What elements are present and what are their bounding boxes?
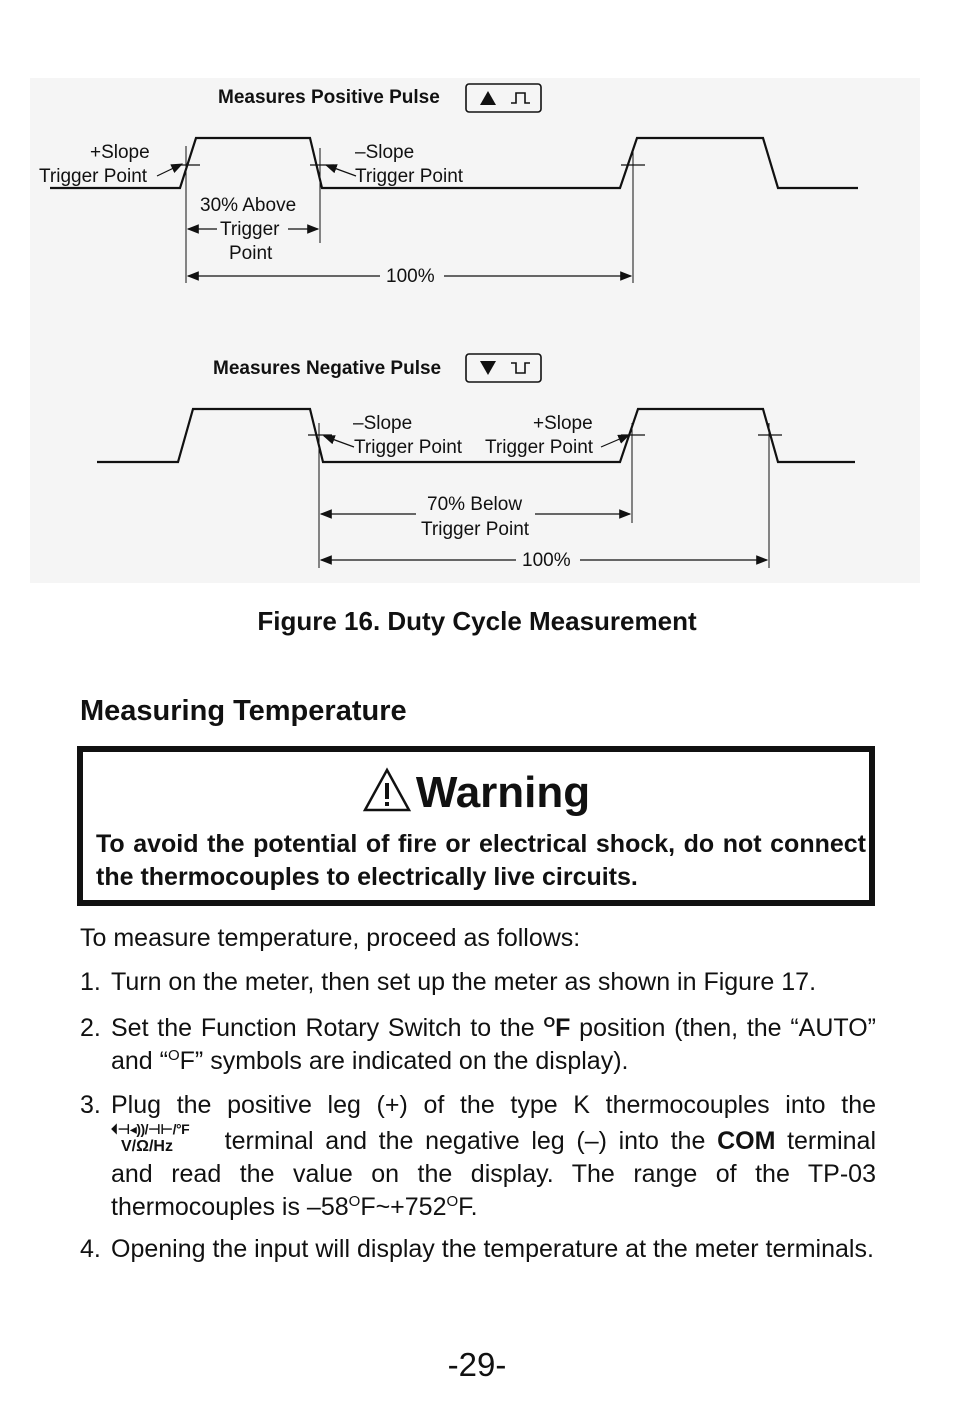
positive-minus-trigger-label: Trigger Point [355, 166, 464, 187]
step-item [80, 1233, 876, 1266]
positive-full-label: 100% [386, 266, 435, 287]
warning-title: Warning [415, 768, 591, 817]
negative-pulse-key [466, 354, 541, 382]
step-item [80, 966, 876, 999]
intro-text: To measure temperature, proceed as follows: [80, 924, 581, 952]
com-terminal-label: COM [717, 1127, 776, 1155]
warning-heading [83, 766, 869, 820]
step-item [80, 1012, 876, 1078]
negative-full-label: 100% [522, 550, 571, 571]
duty-cycle-figure [30, 78, 920, 583]
step-number: 4. [80, 1235, 101, 1263]
down-triangle-icon [480, 361, 496, 375]
positive-minus-slope-label: –Slope [355, 142, 415, 163]
section-title: Measuring Temperature [80, 695, 407, 727]
up-triangle-icon [480, 91, 496, 105]
negative-pulse-waveform [97, 409, 855, 462]
step-number: 2. [80, 1014, 101, 1042]
positive-plus-trigger-label: Trigger Point [39, 166, 148, 187]
negative-plus-trigger-label: Trigger Point [485, 437, 594, 458]
warning-text: To avoid the potential of fire or electrical shock, do not connect the thermocouples to electrically live circuits. [96, 830, 866, 891]
negative-pct-line1: 70% Below [427, 494, 523, 515]
positive-pct-line2: Trigger [220, 219, 280, 240]
warning-box [77, 746, 875, 906]
step-text: Set the Function Rotary Switch to the $^O$F position (then, the “AUTO” and “$^O$F” symbols are indicated on the display). [111, 1014, 876, 1075]
positive-pulse-key [466, 84, 541, 112]
step-number: 3. [80, 1091, 101, 1119]
negative-pulse-icon [511, 363, 530, 373]
positive-plus-slope-label: +Slope [90, 142, 150, 163]
step-text: Opening the input will display the temperature at the meter terminals. [111, 1235, 874, 1263]
step-item [80, 1089, 876, 1224]
positive-pulse-heading: Measures Positive Pulse [218, 87, 440, 108]
positive-pct-line3: Point [229, 243, 273, 264]
step-number: 1. [80, 968, 101, 996]
warning-triangle-icon [362, 767, 412, 813]
input-jack-symbol: ⏴⊣◂))/⊣⊢/°F V/Ω/Hz [111, 1121, 190, 1155]
negative-pulse-heading: Measures Negative Pulse [213, 358, 442, 379]
figure-caption: Figure 16. Duty Cycle Measurement [257, 606, 697, 636]
positive-pulse-icon [511, 93, 530, 103]
positive-pct-line1: 30% Above [200, 195, 297, 216]
negative-plus-slope-label: +Slope [533, 413, 593, 434]
page-number: -29- [447, 1346, 507, 1383]
step-text: Turn on the meter, then set up the meter as shown in Figure 17. [111, 968, 817, 996]
negative-pct-line2: Trigger Point [421, 519, 530, 540]
negative-minus-trigger-label: Trigger Point [354, 437, 463, 458]
step-text: Plug the positive leg (+) of the type K thermocouples into the ⏴⊣◂))/⊣⊢/°F V/Ω/Hz terminal and the negative leg (–) into the COM terminal and read the value on the display. The range of the TP-03 thermocouples is $-58^OF\sim+752^OF$. [111, 1091, 876, 1221]
negative-minus-slope-label: –Slope [353, 413, 413, 434]
